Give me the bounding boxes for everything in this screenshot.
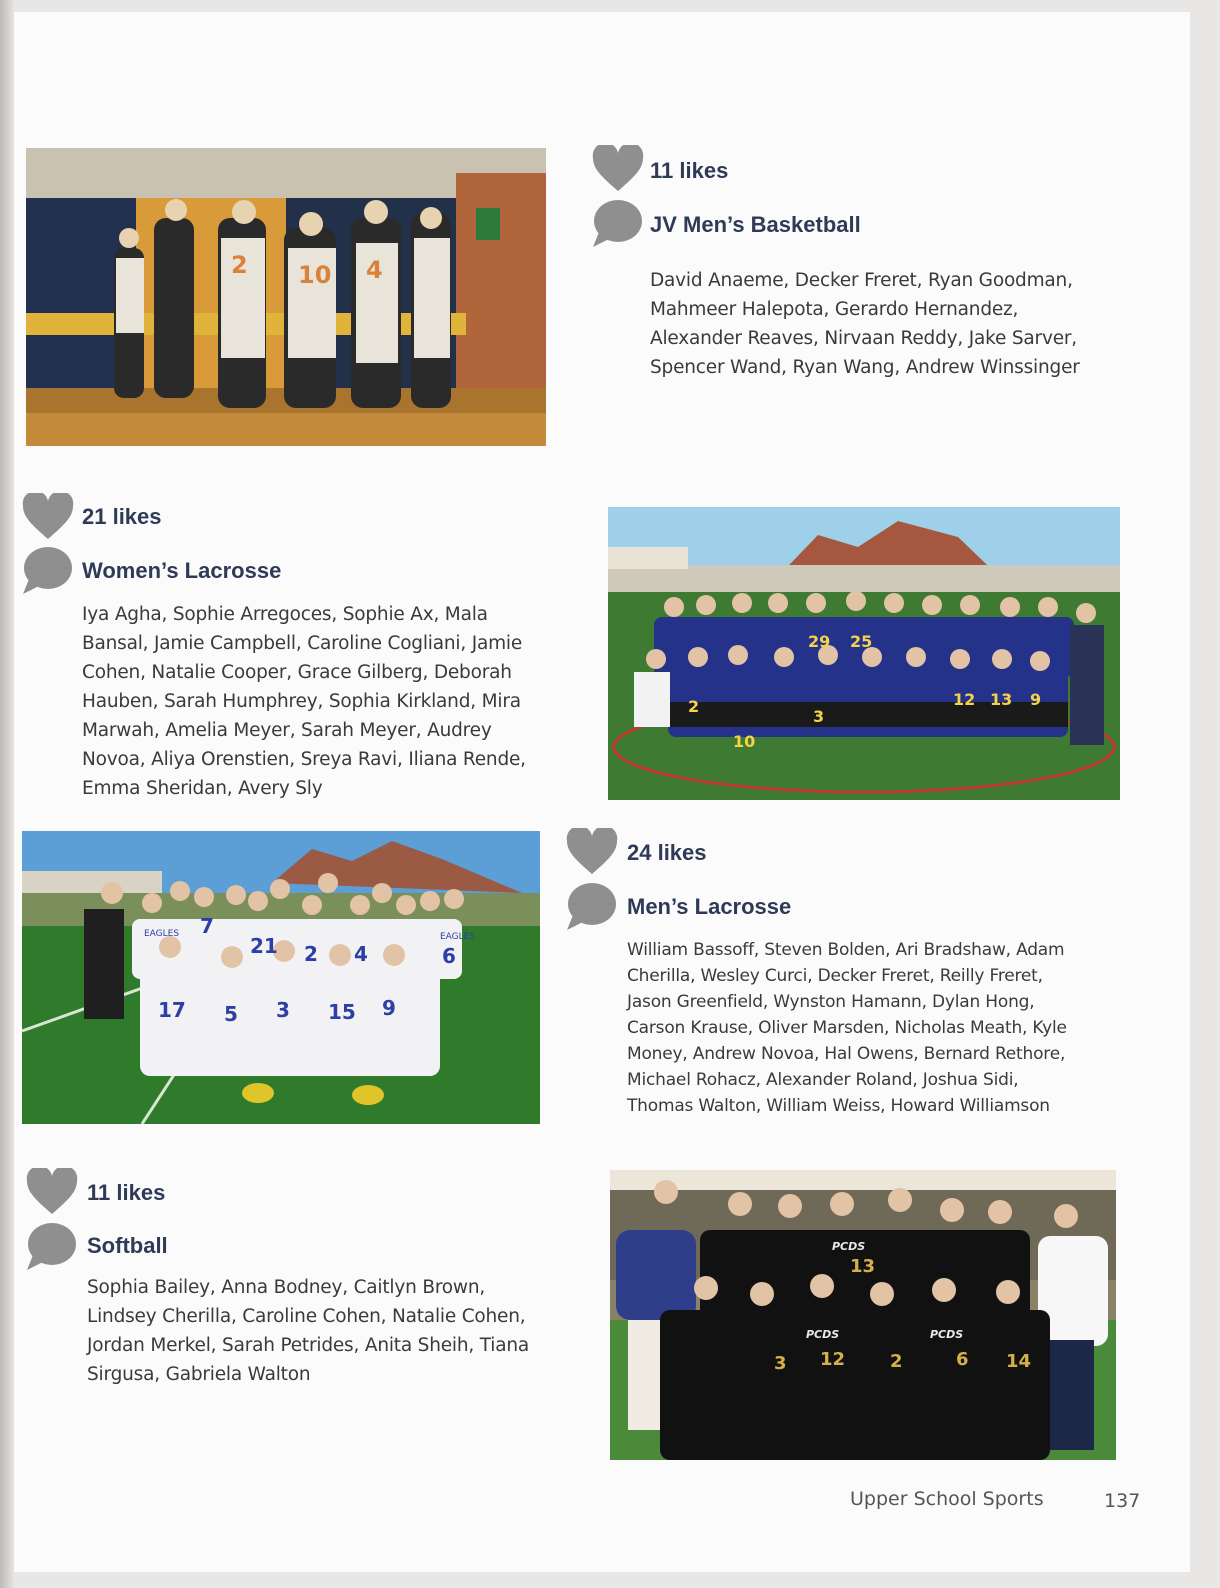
footer-section-label: Upper School Sports <box>850 1488 1044 1510</box>
likes-count: 21 likes <box>82 504 162 529</box>
softball-photo <box>610 1170 1116 1460</box>
speech-bubble-icon[interactable] <box>565 882 617 932</box>
section-title: Men’s Lacrosse <box>627 894 792 919</box>
likes-count: 24 likes <box>627 840 707 865</box>
jersey-number: 2 <box>231 251 248 279</box>
speech-bubble-icon[interactable] <box>591 199 643 249</box>
speech-bubble-icon[interactable] <box>21 546 73 596</box>
page-number: 137 <box>1104 1490 1141 1512</box>
jersey-number: 9 <box>382 996 396 1020</box>
jersey-number: 3 <box>813 707 825 726</box>
womens-lacrosse-photo <box>608 507 1120 800</box>
jersey-text: PCDS <box>806 1328 840 1341</box>
jersey-number: 12 <box>820 1349 846 1370</box>
jersey-number: 6 <box>956 1349 969 1370</box>
section-title: Softball <box>87 1233 168 1258</box>
jersey-number: 13 <box>990 690 1013 709</box>
jersey-text: EAGLES <box>144 929 180 939</box>
roster-text: Sophia Bailey, Anna Bodney, Caitlyn Brown, Lindsey Cherilla, Caroline Cohen, Natalie Cohen, Jordan Merkel, Sarah Petrides, Anita Sheih, Tiana Sirgusa, Gabriela Walton <box>87 1277 529 1385</box>
jersey-number: 2 <box>890 1351 903 1372</box>
roster-text: Iya Agha, Sophie Arregoces, Sophie Ax, Mala Bansal, Jamie Campbell, Caroline Cogliani, Jamie Cohen, Natalie Cooper, Grace Gilberg, Deborah Hauben, Sarah Humphrey, Sophia Kirkland, Mira Marwah, Amelia Meyer, Sarah Meyer, Audrey Novoa, Aliya Orenstien, Sreya Ravi, Iliana Rende, Emma Sheridan, Avery Sly <box>82 604 526 799</box>
speech-bubble-icon[interactable] <box>25 1222 77 1272</box>
jersey-number: 2 <box>688 697 700 716</box>
likes-count: 11 likes <box>650 158 729 183</box>
jv-basketball-photo <box>26 148 546 446</box>
jersey-number: 4 <box>354 942 368 966</box>
jersey-text: PCDS <box>832 1240 866 1253</box>
jersey-number: 21 <box>250 934 278 958</box>
roster-text: David Anaeme, Decker Freret, Ryan Goodman, Mahmeer Halepota, Gerardo Hernandez, Alexander Reaves, Nirvaan Reddy, Jake Sarver, Spencer Wand, Ryan Wang, Andrew Winssinger <box>650 270 1080 378</box>
jersey-text: EAGLES <box>440 932 476 942</box>
mens-lacrosse-photo <box>22 831 540 1124</box>
jersey-number: 3 <box>774 1353 787 1374</box>
jersey-number: 25 <box>850 632 873 651</box>
roster-text: William Bassoff, Steven Bolden, Ari Bradshaw, Adam Cherilla, Wesley Curci, Decker Freret, Reilly Freret, Jason Greenfield, Wynston Hamann, Dylan Hong, Carson Krause, Oliver Marsden, Nicholas Meath, Kyle Money, Andrew Novoa, Hal Owens, Bernard Rethore, Michael Rohacz, Alexander Roland, Joshua Sidi, Thomas Walton, William Weiss, Howard Williamson <box>627 940 1067 1116</box>
jersey-number: 2 <box>304 942 318 966</box>
heart-icon[interactable] <box>22 493 74 541</box>
heart-icon[interactable] <box>592 145 644 193</box>
jersey-number: 7 <box>200 914 214 938</box>
jersey-number: 29 <box>808 632 831 651</box>
heart-icon[interactable] <box>26 1168 78 1216</box>
jersey-number: 4 <box>366 256 383 284</box>
jersey-number: 9 <box>1030 690 1042 709</box>
jersey-number: 17 <box>158 998 186 1022</box>
jersey-number: 13 <box>850 1256 876 1277</box>
jersey-number: 12 <box>953 690 976 709</box>
jersey-number: 5 <box>224 1002 238 1026</box>
jersey-number: 15 <box>328 1000 356 1024</box>
section-title: JV Men’s Basketball <box>650 212 861 237</box>
jersey-number: 14 <box>1006 1351 1032 1372</box>
book-spine-edge <box>0 0 14 1588</box>
likes-count: 11 likes <box>87 1180 166 1205</box>
jersey-number: 6 <box>442 944 456 968</box>
jersey-number: 3 <box>276 998 290 1022</box>
heart-icon[interactable] <box>566 828 618 876</box>
jersey-number: 10 <box>298 261 332 289</box>
jersey-number: 10 <box>733 732 756 751</box>
section-title: Women’s Lacrosse <box>82 558 282 583</box>
jersey-text: PCDS <box>930 1328 964 1341</box>
